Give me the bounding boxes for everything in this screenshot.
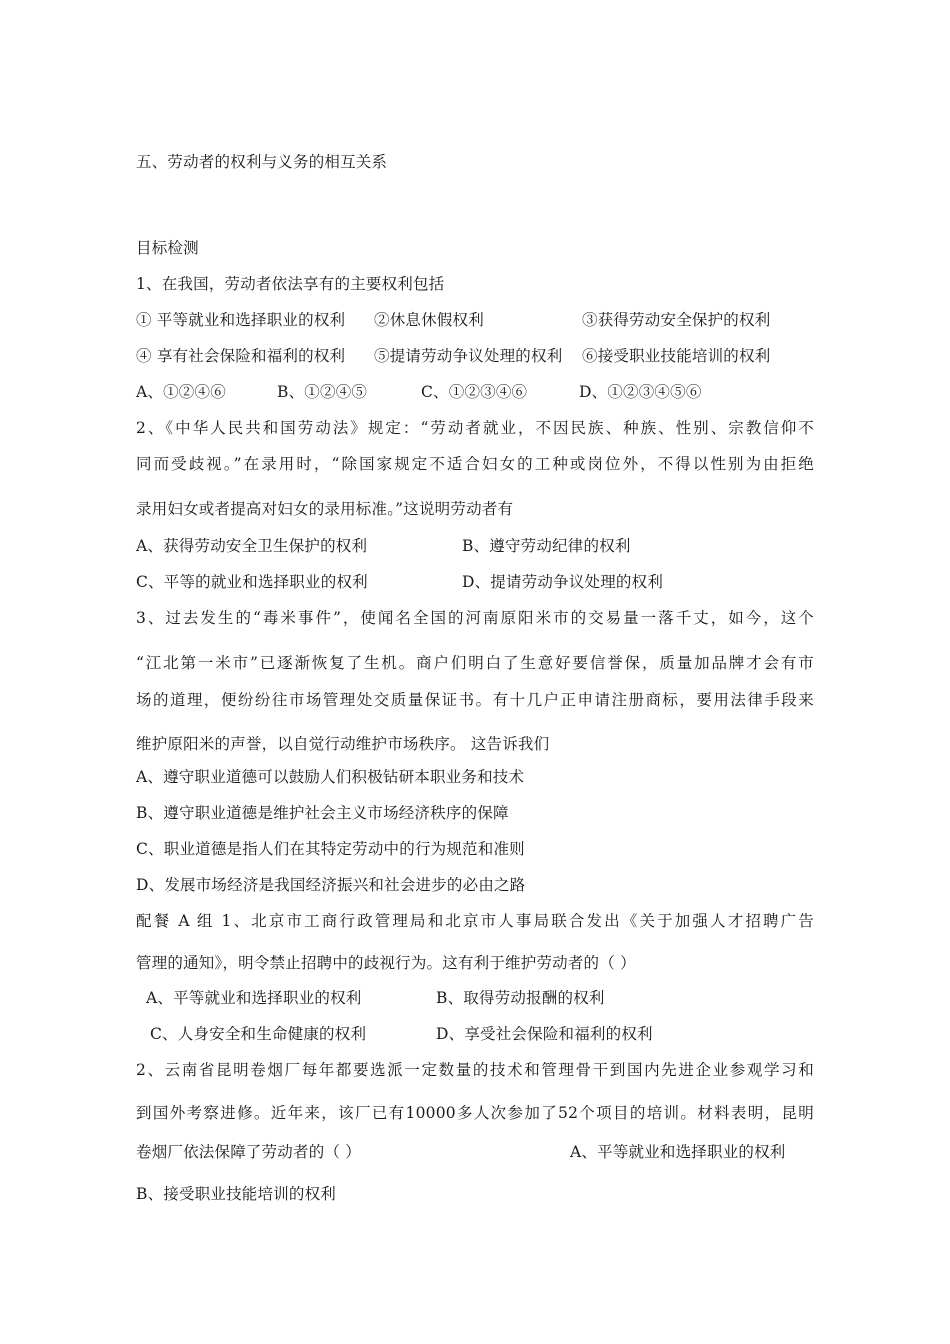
q5-option-b: B、接受职业技能培训的权利 [136,1185,336,1203]
peican-line-1: 配餐 A 组 1、北京市工商行政管理局和北京市人事局联合发出《关于加强人才招聘广告 [136,912,814,930]
q1-item-5: ⑤提请劳动争议处理的权利 [374,347,563,365]
q1-item-1: ① 平等就业和选择职业的权利 [136,311,346,329]
q1-option-a: A、①②④⑥ [136,383,226,401]
q1-item-3: ③获得劳动安全保护的权利 [582,311,771,329]
q2-line-2: 同而受歧视。”在录用时，“除国家规定不适合妇女的工种或岗位外，不得以性别为由拒绝 [136,455,814,473]
q3-option-a: A、遵守职业道德可以鼓励人们积极钻研本职业务和技术 [136,768,525,786]
q2-option-a: A、获得劳动安全卫生保护的权利 [136,537,368,555]
q3-line-2: “江北第一米市”已逐渐恢复了生机。商户们明白了生意好要信誉保，质量加品牌才会有市 [136,654,814,672]
q2-option-b: B、遵守劳动纪律的权利 [462,537,631,555]
target-heading: 目标检测 [136,239,199,257]
q1-option-b: B、①②④⑤ [277,383,368,401]
peican-option-d: D、享受社会保险和福利的权利 [436,1025,653,1043]
q3-line-1: 3、过去发生的“毒米事件”，使闻名全国的河南原阳米市的交易量一落千丈，如今，这个 [136,609,814,627]
q3-option-c: C、职业道德是指人们在其特定劳动中的行为规范和准则 [136,840,525,858]
q2-line-1: 2、《中华人民共和国劳动法》规定：“劳动者就业，不因民族、种族、性别、宗教信仰不 [136,419,814,437]
q2-option-d: D、提请劳动争议处理的权利 [462,573,664,591]
peican-option-a: A、平等就业和选择职业的权利 [146,989,362,1007]
q3-option-d: D、发展市场经济是我国经济振兴和社会进步的必由之路 [136,876,526,894]
q1-item-6: ⑥接受职业技能培训的权利 [582,347,771,365]
q3-line-3: 场的道理，便纷纷往市场管理处交质量保证书。有十几户正申请注册商标，要用法律手段来 [136,691,814,709]
q5-option-a: A、平等就业和选择职业的权利 [570,1143,786,1161]
q2-line-3: 录用妇女或者提高对妇女的录用标准。”这说明劳动者有 [136,500,514,518]
section-title: 五、劳动者的权利与义务的相互关系 [136,153,388,171]
q5-line-3-stem: 卷烟厂依法保障了劳动者的（ ） [136,1143,361,1161]
peican-line-2: 管理的通知》，明令禁止招聘中的歧视行为。这有利于维护劳动者的（ ） [136,954,636,972]
q3-option-b: B、遵守职业道德是维护社会主义市场经济秩序的保障 [136,804,509,822]
peican-option-c: C、人身安全和生命健康的权利 [150,1025,367,1043]
q1-item-4: ④ 享有社会保险和福利的权利 [136,347,346,365]
q3-line-4: 维护原阳米的声誉，以自觉行动维护市场秩序。 这告诉我们 [136,735,550,753]
q1-option-c: C、①②③④⑥ [421,383,528,401]
q2-option-c: C、平等的就业和选择职业的权利 [136,573,368,591]
q5-line-1: 2、云南省昆明卷烟厂每年都要选派一定数量的技术和管理骨干到国内先进企业参观学习和 [136,1061,814,1079]
peican-option-b: B、取得劳动报酬的权利 [436,989,605,1007]
q5-line-2: 到国外考察进修。近年来，该厂已有10000多人次参加了52个项目的培训。材料表明，昆明 [136,1104,814,1122]
q1-item-2: ②休息休假权利 [374,311,484,329]
q1-option-d: D、①②③④⑤⑥ [579,383,702,401]
q1-stem: 1、在我国，劳动者依法享有的主要权利包括 [136,275,445,293]
